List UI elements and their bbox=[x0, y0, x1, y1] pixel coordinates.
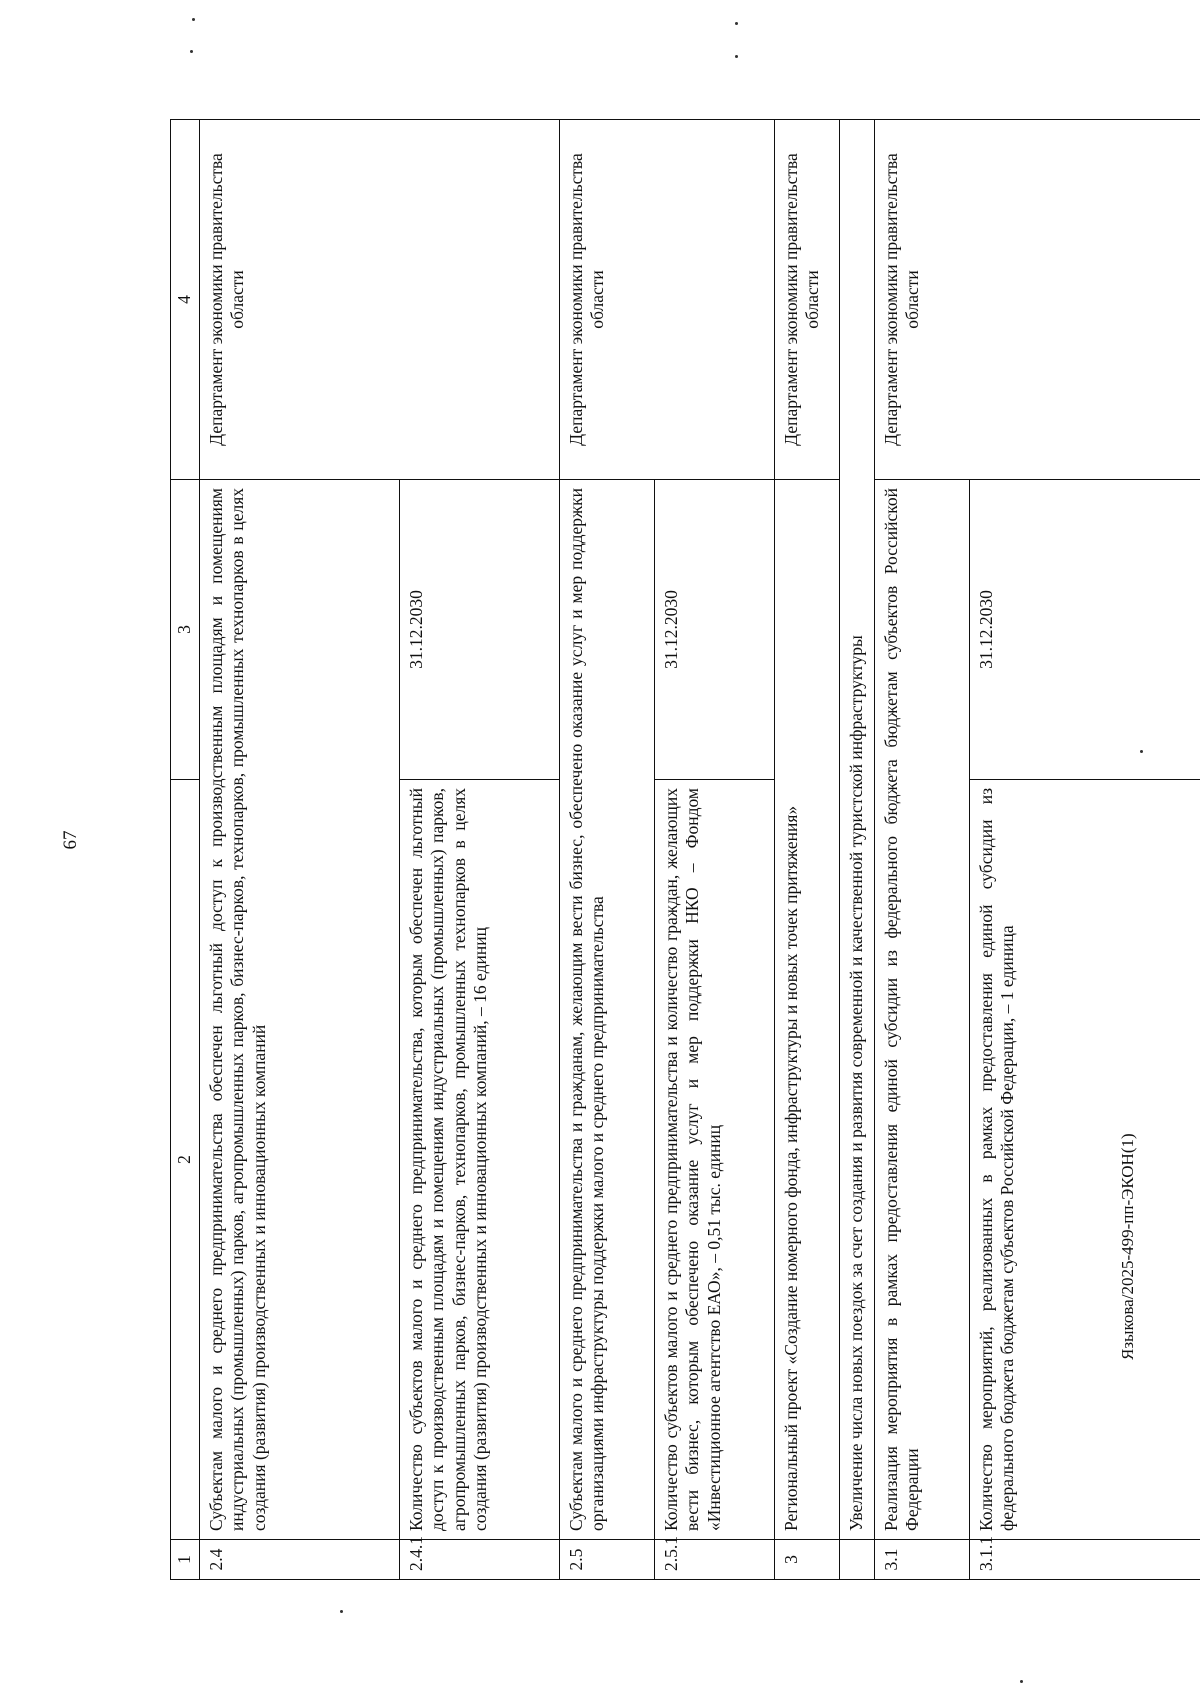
scan-speck bbox=[735, 55, 738, 58]
row-number: 2.5 bbox=[560, 1540, 655, 1580]
row-text: Региональный проект «Создание номерного фонда, инфраструктуры и новых точек притяжения» bbox=[775, 480, 840, 1540]
table-row bbox=[875, 120, 970, 1580]
rotated-table-wrapper bbox=[170, 120, 1200, 1580]
header-col-4: 4 bbox=[171, 120, 200, 480]
row-number: 2.4.1 bbox=[400, 1540, 560, 1580]
scan-speck bbox=[1140, 750, 1143, 753]
row-number: 2.4 bbox=[200, 1540, 400, 1580]
row-date: 31.12.2030 bbox=[400, 480, 560, 780]
row-number: 2.5.1 bbox=[655, 1540, 775, 1580]
scan-speck bbox=[735, 22, 738, 25]
row-date: 31.12.2030 bbox=[655, 480, 775, 780]
scan-speck bbox=[1020, 1680, 1023, 1683]
row-responsible: Департамент экономики правительства области bbox=[775, 120, 840, 480]
row-date: 31.12.2030 bbox=[970, 480, 1200, 780]
row-number: 3.1.1 bbox=[970, 1540, 1200, 1580]
document-table bbox=[170, 119, 1200, 1580]
row-responsible: Департамент экономики правительства области bbox=[200, 120, 560, 480]
scan-speck bbox=[192, 18, 195, 21]
row-text: Субъектам малого и среднего предпринимательства и гражданам, желающим вести бизнес, обеспечено оказание услуг и мер поддержки организациями инфраструктуры поддержки малого и среднего предпринимательства bbox=[560, 480, 655, 1540]
row-text: Реализация мероприятия в рамках предоставления единой субсидии из федерального бюджета бюджетам субъектов Российской Федерации bbox=[875, 480, 970, 1540]
scan-speck bbox=[340, 1610, 343, 1613]
row-text: Субъектам малого и среднего предпринимательства обеспечен льготный доступ к производственным площадям и помещениям индустриальных (промышленных) парков, агропромышленных парков, бизнес-парков, технопарков, промышленных технопарков в целях создания (развития) производственных и инновационных компаний bbox=[200, 480, 400, 1540]
row-number: 3 bbox=[775, 1540, 840, 1580]
row-number: 3.1 bbox=[875, 1540, 970, 1580]
row-subheading: Увеличение числа новых поездок за счет создания и развития современной и качественной туристской инфраструктуры bbox=[840, 120, 875, 1540]
table-row bbox=[200, 120, 400, 1580]
row-text: Количество субъектов малого и среднего предпринимательства и количество граждан, желающих вести бизнес, которым обеспечено оказание услуг и мер поддержки НКО – Фондом «Инвестиционное агентство ЕАО», – 0,51 тыс. единиц bbox=[655, 780, 775, 1540]
header-col-2: 2 bbox=[171, 780, 200, 1540]
row-text: Количество субъектов малого и среднего предпринимательства, которым обеспечен льготный доступ к производственным площадям и помещениям индустриальных (промышленных) парков, агропромышленных парков, бизнес-парков, технопарков, промышленных технопарков в целях создания (развития) производственных и инновационных компаний, – 16 единиц bbox=[400, 780, 560, 1540]
table-header-row bbox=[171, 120, 200, 1580]
header-col-3: 3 bbox=[171, 480, 200, 780]
row-responsible: Департамент экономики правительства области bbox=[875, 120, 1200, 480]
scan-speck bbox=[190, 50, 193, 53]
header-col-1: 1 bbox=[171, 1540, 200, 1580]
empty-cell bbox=[840, 1540, 875, 1580]
row-responsible: Департамент экономики правительства области bbox=[560, 120, 775, 480]
table-row bbox=[560, 120, 655, 1580]
table-row bbox=[840, 120, 875, 1580]
page-number: 67 bbox=[60, 830, 81, 850]
table-row bbox=[775, 120, 840, 1580]
footer-document-code: Языкова/2025-499-пп-ЭКОН(1) bbox=[1118, 1133, 1137, 1360]
row-text: Количество мероприятий, реализованных в рамках предоставления единой субсидии из федерального бюджета бюджетам субъектов Российской Федерации, – 1 единица bbox=[970, 780, 1200, 1540]
